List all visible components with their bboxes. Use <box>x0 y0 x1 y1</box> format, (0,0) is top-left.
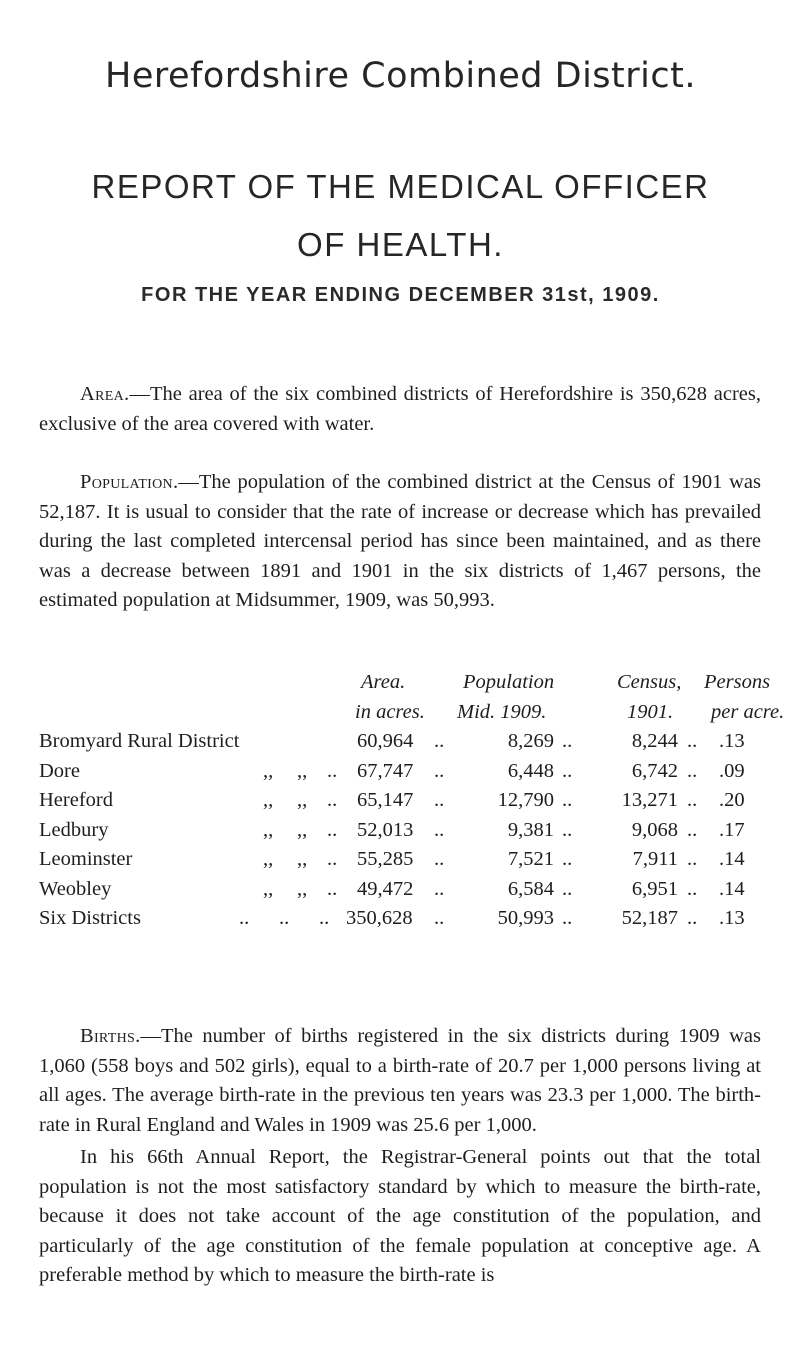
row-leader: .. <box>434 877 445 900</box>
row-leader: .. <box>562 730 573 752</box>
row-population: 6,584 <box>507 877 554 900</box>
row-leader: .. <box>562 877 573 900</box>
table-row <box>39 875 779 905</box>
row-persons-per-acre: .14 <box>719 848 745 870</box>
row-leader: .. <box>327 848 338 870</box>
row-ditto-mark: ,, <box>263 877 274 900</box>
header-population-year: Mid. 1909. <box>457 700 547 723</box>
table-row <box>39 727 779 757</box>
row-leader: .. <box>687 759 698 782</box>
row-leader: .. <box>434 730 445 752</box>
row-leader: .. <box>327 789 338 811</box>
row-leader: .. <box>327 759 338 782</box>
row-ditto-mark: ,, <box>263 848 274 870</box>
row-census: 6,951 <box>631 877 678 900</box>
table-header-row-2 <box>39 698 785 728</box>
row-ditto-mark: ,, <box>297 848 308 870</box>
row-district-name: Leominster <box>39 848 133 870</box>
header-area: Area. <box>361 671 406 693</box>
row-leader: .. <box>562 789 573 811</box>
row-census: 7,911 <box>632 848 678 870</box>
row-district-name: Hereford <box>39 789 113 811</box>
row-persons-per-acre: .14 <box>719 877 745 900</box>
row-census: 8,244 <box>631 730 678 752</box>
row-area: 49,472 <box>357 877 414 900</box>
row-leader: .. <box>434 818 445 841</box>
row-leader: .. <box>434 789 445 811</box>
row-area: 67,747 <box>357 759 414 782</box>
row-leader: .. <box>562 759 573 782</box>
year-subtitle: FOR THE YEAR ENDING DECEMBER 31st, 1909. <box>141 284 660 306</box>
row-leader: .. <box>239 907 250 929</box>
row-census: 9,068 <box>631 818 678 841</box>
row-leader: .. <box>562 848 573 870</box>
row-leader: .. <box>319 907 330 929</box>
row-leader: .. <box>687 730 698 752</box>
births-lead: Births. <box>80 1025 141 1047</box>
row-leader: .. <box>687 877 698 900</box>
row-ditto-mark: ,, <box>297 818 308 841</box>
header-population: Population <box>463 671 555 693</box>
row-area: 350,628 <box>346 907 413 929</box>
row-district-name: Weobley <box>39 877 112 900</box>
row-ditto-mark: ,, <box>297 759 308 782</box>
row-ditto-mark: ,, <box>263 818 274 841</box>
row-census: 13,271 <box>621 789 678 811</box>
row-persons-per-acre: .13 <box>719 730 745 752</box>
row-persons-per-acre: .17 <box>719 818 745 841</box>
table-row <box>39 845 779 875</box>
row-district-name: Ledbury <box>39 818 109 841</box>
row-area: 65,147 <box>357 789 414 811</box>
row-persons-per-acre: .09 <box>719 759 745 782</box>
row-leader: .. <box>434 848 445 870</box>
row-population: 9,381 <box>507 818 554 841</box>
row-leader: .. <box>434 907 445 929</box>
births-paragraph <box>39 1022 761 1140</box>
row-district-name: Six Districts <box>39 907 141 929</box>
row-persons-per-acre: .13 <box>719 907 745 929</box>
row-area: 52,013 <box>357 818 414 841</box>
area-text: —The area of the six combined districts of Herefordshire is 350,628 acres, exclusive of the area covered with water. <box>39 383 761 435</box>
row-leader: .. <box>562 818 573 841</box>
row-area: 60,964 <box>357 730 414 752</box>
row-area: 55,285 <box>357 848 414 870</box>
district-title: Herefordshire Combined District. <box>105 56 696 96</box>
header-census: Census, <box>617 671 682 693</box>
row-population: 6,448 <box>507 759 554 782</box>
table-row <box>39 757 779 787</box>
row-population: 50,993 <box>497 907 554 929</box>
table-header-row-1 <box>39 668 779 698</box>
header-area-unit: in acres. <box>355 700 425 723</box>
row-census: 6,742 <box>631 759 678 782</box>
row-leader: .. <box>687 907 698 929</box>
row-leader: .. <box>327 818 338 841</box>
row-ditto-mark: ,, <box>263 789 274 811</box>
population-paragraph <box>39 468 761 616</box>
row-district-name: Dore <box>39 759 80 782</box>
header-census-year: 1901. <box>627 700 674 723</box>
table-row <box>39 786 779 816</box>
population-text: —The population of the combined district at the Census of 1901 was 52,187. It is usual to consider that the rate of increase or decrease which has prevailed during the last completed intercensal period has since been maintained, and as there was a decrease between 1891 and 1901 in the six districts of 1,467 persons, the estimated population at Midsummer, 1909, was 50,993. <box>39 471 761 611</box>
table-total-row <box>39 904 779 934</box>
row-leader: .. <box>687 848 698 870</box>
births-text: —The number of births registered in the six districts during 1909 was 1,060 (558 boys and 502 girls), equal to a birth-rate of 20.7 per 1,000 persons living at all ages. The average birth-rate in the previous ten years was 23.3 per 1,000. The birth-rate in Rural England and Wales in 1909 was 25.6 per 1,000. <box>39 1025 761 1136</box>
row-population: 8,269 <box>507 730 554 752</box>
row-leader: .. <box>687 818 698 841</box>
report-title: REPORT OF THE MEDICAL OFFICER <box>91 168 710 205</box>
row-ditto-mark: ,, <box>263 759 274 782</box>
table-row <box>39 816 779 846</box>
report-title-continued: OF HEALTH. <box>297 226 504 263</box>
row-leader: .. <box>279 907 290 929</box>
area-paragraph <box>39 380 761 439</box>
row-leader: .. <box>687 789 698 811</box>
row-district-name: Bromyard Rural District <box>39 730 240 752</box>
population-table <box>39 668 785 934</box>
area-lead: Area. <box>80 383 130 405</box>
population-lead: Population. <box>80 471 179 493</box>
row-leader: .. <box>434 759 445 782</box>
row-ditto-mark: ,, <box>297 789 308 811</box>
row-population: 12,790 <box>497 789 554 811</box>
header-persons-unit: per acre. <box>711 700 785 723</box>
row-persons-per-acre: .20 <box>719 789 745 811</box>
registrar-paragraph: In his 66th Annual Report, the Registrar-General points out that the total population is not the most satisfactory standard by which to measure the birth-rate, because it does not take account of the age constitution of the population, and particularly of the age constitution of the female population at conceptive age. A preferable method by which to measure the birth-rate is <box>39 1146 761 1286</box>
header-persons: Persons <box>704 671 771 693</box>
row-ditto-mark: ,, <box>297 877 308 900</box>
row-census: 52,187 <box>621 907 678 929</box>
row-population: 7,521 <box>507 848 554 870</box>
row-leader: .. <box>562 907 573 929</box>
row-leader: .. <box>327 877 338 900</box>
